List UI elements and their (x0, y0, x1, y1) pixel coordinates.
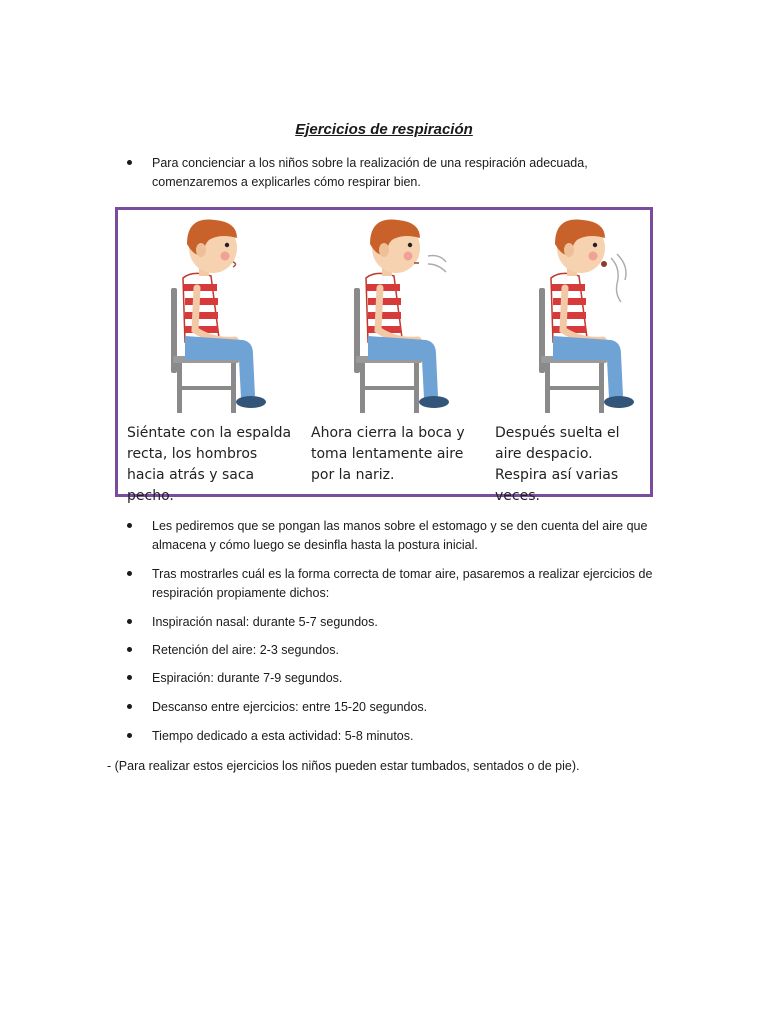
bullet-icon (127, 571, 132, 576)
bullet-icon (127, 619, 132, 624)
caption-panel-2: Ahora cierra la boca y toma lentamente aire por la nariz. (311, 425, 465, 483)
bullet-text: Inspiración nasal: durante 5-7 segundos. (152, 615, 378, 629)
bullet-icon (127, 160, 132, 165)
bullet-icon (127, 647, 132, 652)
bullet-text: Tiempo dedicado a esta actividad: 5-8 minutos. (152, 729, 414, 743)
bullet-text: Retención del aire: 2-3 segundos. (152, 643, 339, 657)
bullet-text: Descanso entre ejercicios: entre 15-20 segundos. (152, 700, 428, 714)
breathing-illustration (115, 207, 653, 504)
bullet-icon (127, 733, 132, 738)
kid-figure-sitting (171, 220, 266, 414)
caption-panel-3: Después suelta el aire despacio. Respira así varias veces. (495, 425, 620, 504)
kid-figure-exhaling (539, 220, 634, 414)
kid-figure-inhaling (354, 220, 449, 414)
footer-note: - (Para realizar estos ejercicios los niños pueden estar tumbados, sentados o de pie). (107, 759, 580, 773)
bullet-text: Espiración: durante 7-9 segundos. (152, 671, 343, 685)
bullet-icon (127, 523, 132, 528)
bullet-icon (127, 675, 132, 680)
page-title: Ejercicios de respiración (295, 121, 473, 138)
caption-panel-1: Siéntate con la espalda recta, los hombros hacia atrás y saca pecho. (127, 425, 292, 504)
bullet-text: Para concienciar a los niños sobre la realización de una respiración adecuada, comenzaremos a explicarles cómo respirar bien. (152, 156, 588, 189)
bullet-text: Les pediremos que se pongan las manos sobre el estomago y se den cuenta del aire que almacena y cómo luego se desinfla hasta la postura inicial. (152, 519, 648, 552)
bullet-text: Tras mostrarles cuál es la forma correcta de tomar aire, pasaremos a realizar ejercicios de respiración propiamente dichos: (152, 567, 653, 600)
bullet-icon (127, 704, 132, 709)
